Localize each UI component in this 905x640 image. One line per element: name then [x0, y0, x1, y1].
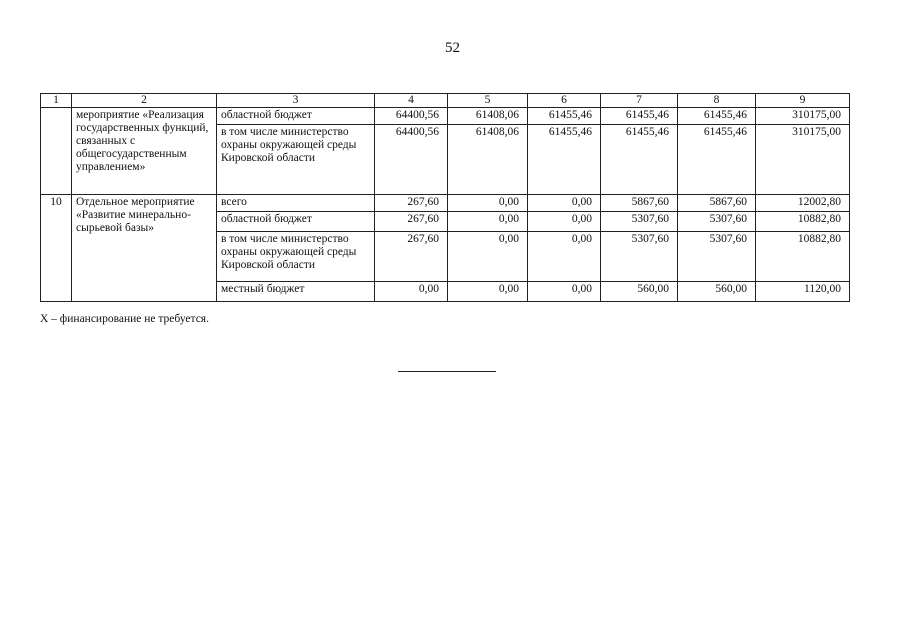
footnote: Х – финансирование не требуется. — [40, 313, 209, 325]
value-cell: 5307,60 — [678, 232, 756, 282]
column-header: 7 — [601, 94, 678, 108]
value-cell: 10882,80 — [756, 232, 850, 282]
value-cell: 560,00 — [678, 282, 756, 302]
value-cell: 1120,00 — [756, 282, 850, 302]
value-cell: 5307,60 — [601, 232, 678, 282]
value-cell: 0,00 — [448, 282, 528, 302]
value-cell: 310175,00 — [756, 125, 850, 195]
value-cell: 0,00 — [528, 282, 601, 302]
value-cell: 5867,60 — [601, 195, 678, 212]
column-header: 8 — [678, 94, 756, 108]
value-cell: 61455,46 — [528, 125, 601, 195]
value-cell: 61455,46 — [601, 108, 678, 125]
column-header: 6 — [528, 94, 601, 108]
end-divider — [398, 371, 496, 372]
value-cell: 5867,60 — [678, 195, 756, 212]
value-cell: 0,00 — [375, 282, 448, 302]
value-cell: 0,00 — [448, 195, 528, 212]
funding-source-cell: в том числе министерство охраны окружающей среды Кировской области — [217, 125, 375, 195]
value-cell: 560,00 — [601, 282, 678, 302]
value-cell: 0,00 — [448, 232, 528, 282]
value-cell: 0,00 — [528, 212, 601, 232]
column-header: 4 — [375, 94, 448, 108]
value-cell: 61455,46 — [678, 125, 756, 195]
budget-table — [40, 93, 850, 302]
value-cell: 0,00 — [448, 212, 528, 232]
value-cell: 61455,46 — [528, 108, 601, 125]
column-header: 1 — [41, 94, 72, 108]
funding-source-cell: в том числе министерство охраны окружающей среды Кировской области — [217, 232, 375, 282]
value-cell: 267,60 — [375, 195, 448, 212]
column-header: 9 — [756, 94, 850, 108]
column-header: 3 — [217, 94, 375, 108]
value-cell: 64400,56 — [375, 125, 448, 195]
activity-name-cell: мероприятие «Реализация государственных функций, связанных с общегосударственным управлением» — [72, 108, 217, 195]
value-cell: 310175,00 — [756, 108, 850, 125]
row-index-cell — [41, 108, 72, 195]
value-cell: 5307,60 — [601, 212, 678, 232]
table-row — [41, 108, 850, 125]
value-cell: 61408,06 — [448, 125, 528, 195]
column-header: 5 — [448, 94, 528, 108]
row-index-cell: 10 — [41, 195, 72, 302]
funding-source-cell: местный бюджет — [217, 282, 375, 302]
table-header-row — [41, 94, 850, 108]
value-cell: 61408,06 — [448, 108, 528, 125]
value-cell: 64400,56 — [375, 108, 448, 125]
value-cell: 61455,46 — [678, 108, 756, 125]
activity-name-cell: Отдельное мероприятие «Развитие минерально-сырьевой базы» — [72, 195, 217, 302]
table-row — [41, 195, 850, 212]
value-cell: 267,60 — [375, 212, 448, 232]
column-header: 2 — [72, 94, 217, 108]
funding-source-cell: областной бюджет — [217, 108, 375, 125]
page-number: 52 — [445, 40, 460, 56]
value-cell: 12002,80 — [756, 195, 850, 212]
value-cell: 0,00 — [528, 232, 601, 282]
value-cell: 0,00 — [528, 195, 601, 212]
value-cell: 61455,46 — [601, 125, 678, 195]
funding-source-cell: областной бюджет — [217, 212, 375, 232]
value-cell: 267,60 — [375, 232, 448, 282]
value-cell: 5307,60 — [678, 212, 756, 232]
funding-source-cell: всего — [217, 195, 375, 212]
value-cell: 10882,80 — [756, 212, 850, 232]
